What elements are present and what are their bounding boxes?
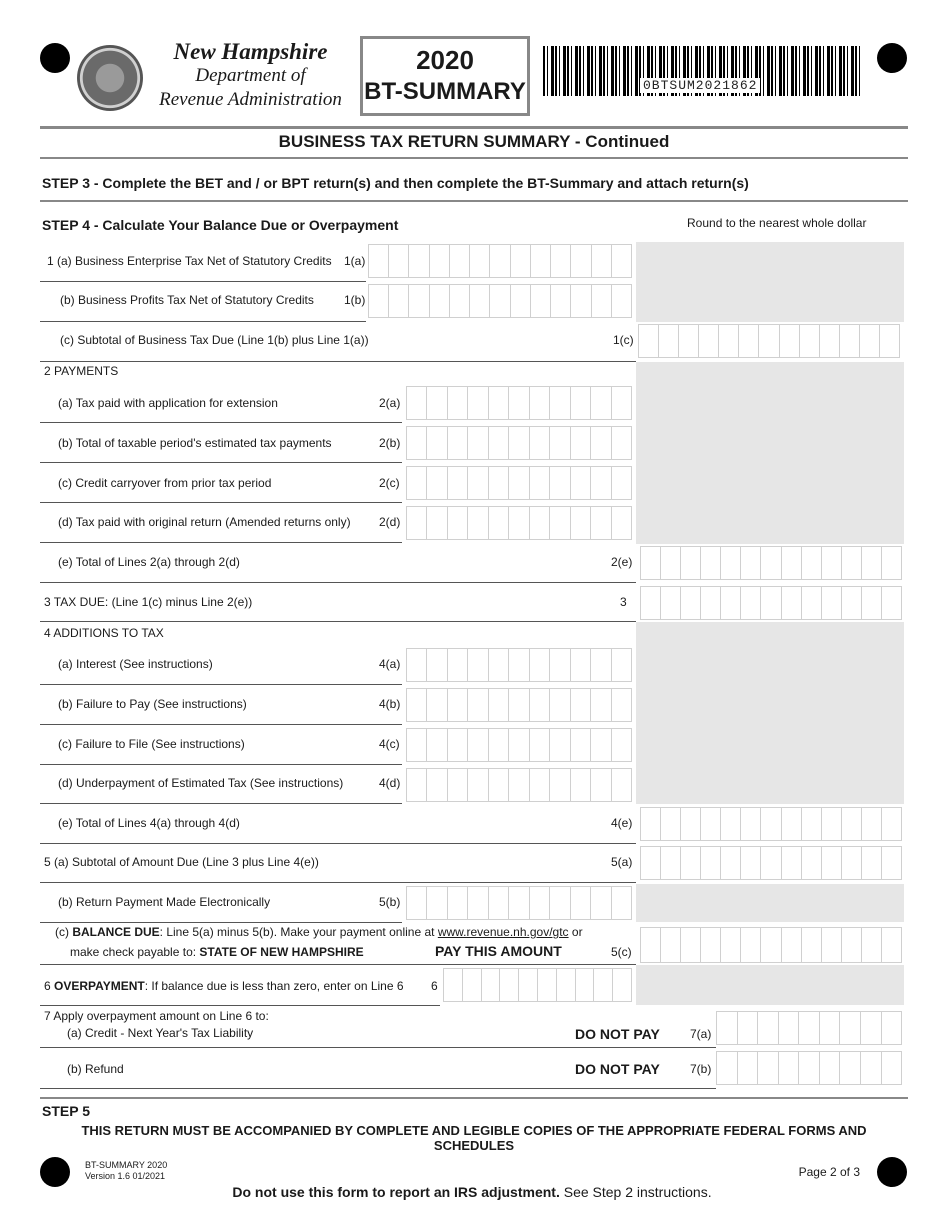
row-rule [40,582,636,583]
line-2a-code: 2(a) [379,396,401,410]
line-7a-code: 7(a) [690,1027,712,1041]
bottom-note-text: See Step 2 instructions. [559,1184,712,1200]
line-7b-code: 7(b) [690,1062,712,1076]
do-not-pay-label: DO NOT PAY [575,1026,660,1042]
shaded-area [636,242,904,322]
footer-form-name: BT-SUMMARY 2020 [85,1160,168,1170]
line-7-label: 7 Apply overpayment amount on Line 6 to: [44,1009,269,1023]
line-4e-input[interactable] [640,807,902,841]
line-7a-label: (a) Credit - Next Year's Tax Liability [67,1026,254,1040]
line-1c-code: 1(c) [613,333,634,347]
line-7b-input[interactable] [716,1051,902,1085]
line-4c-input[interactable] [406,728,632,762]
line-2a-label: (a) Tax paid with application for extension [58,396,278,410]
row-rule [40,922,402,923]
line-2d-code: 2(d) [379,515,401,529]
state-name: New Hampshire [173,39,328,64]
row-rule [40,361,636,362]
row-rule [40,462,402,463]
line-1a-input[interactable] [368,244,632,278]
line-2a-input[interactable] [406,386,632,420]
line-1c-input[interactable] [638,324,900,358]
row-rule [40,882,636,883]
line-5c-code: 5(c) [611,945,632,959]
line-4b-code: 4(b) [379,697,401,711]
line-5c-prefix: (c) [55,925,73,939]
step4-heading: STEP 4 - Calculate Your Balance Due or Overpayment [42,217,399,233]
shaded-area [636,622,904,804]
line-6-text: : If balance due is less than zero, enter on Line 6 [144,979,404,993]
row-rule [40,321,366,322]
line-2b-label: (b) Total of taxable period's estimated tax payments [58,436,332,450]
line-6-bold: OVERPAYMENT [54,979,145,993]
line-3-label: 3 TAX DUE: (Line 1(c) minus Line 2(e)) [44,595,253,609]
line-2d-input[interactable] [406,506,632,540]
line-1a-label: 1 (a) Business Enterprise Tax Net of Statutory Credits [47,254,332,268]
line-2-label: 2 PAYMENTS [44,364,119,378]
line-6-prefix: 6 [44,979,55,993]
bottom-note [0,1184,944,1200]
line-4d-code: 4(d) [379,776,401,790]
line-1c-label: (c) Subtotal of Business Tax Due (Line 1(b) plus Line 1(a)) [60,333,369,347]
dept-line: Revenue Administration [159,89,342,110]
dept-line: Department of [195,65,306,86]
row-rule [40,684,402,685]
barcode-text: 0BTSUM2021862 [640,78,760,93]
step5-heading: STEP 5 [42,1103,90,1119]
agency-name [148,40,353,112]
line-1a-code: 1(a) [344,254,366,268]
line-2d-label: (d) Tax paid with original return (Amended returns only) [58,515,351,529]
line-5a-label: 5 (a) Subtotal of Amount Due (Line 3 plus Line 4(e)) [44,855,319,869]
line-7a-input[interactable] [716,1011,902,1045]
state-seal [77,45,143,111]
line-2e-label: (e) Total of Lines 2(a) through 2(d) [58,555,240,569]
line-4d-label: (d) Underpayment of Estimated Tax (See instructions) [58,776,344,790]
row-rule [40,1088,716,1089]
registration-mark [40,43,70,73]
line-3-input[interactable] [640,586,902,620]
divider [40,1097,908,1099]
line-5c-suffix: or [568,925,583,939]
line-2c-label: (c) Credit carryover from prior tax period [58,476,272,490]
do-not-pay-label: DO NOT PAY [575,1061,660,1077]
line-2c-code: 2(c) [379,476,400,490]
line-2e-code: 2(e) [611,555,633,569]
page-number: Page 2 of 3 [798,1165,860,1179]
line-2c-input[interactable] [406,466,632,500]
pay-this-amount: PAY THIS AMOUNT [435,943,562,959]
line-6-input[interactable] [443,968,632,1002]
row-rule [40,843,636,844]
line-5b-code: 5(b) [379,895,401,909]
line-5c-payable-prefix: make check payable to: [70,945,200,959]
line-4e-label: (e) Total of Lines 4(a) through 4(d) [58,816,240,830]
line-2b-input[interactable] [406,426,632,460]
bottom-note-bold: Do not use this form to report an IRS adjustment. [232,1184,560,1200]
step3-heading: STEP 3 - Complete the BET and / or BPT return(s) and then complete the BT-Summary and attach return(s) [42,175,749,191]
line-2e-input[interactable] [640,546,902,580]
round-note: Round to the nearest whole dollar [687,216,867,230]
form-id-box [360,36,530,116]
line-4e-code: 4(e) [611,816,633,830]
line-3-code: 3 [620,595,627,609]
row-rule [40,422,402,423]
payee-name: STATE OF NEW HAMPSHIRE [199,945,364,959]
line-4a-code: 4(a) [379,657,401,671]
payment-link[interactable]: www.revenue.nh.gov/gtc [437,925,569,939]
line-5b-label: (b) Return Payment Made Electronically [58,895,271,909]
line-1b-input[interactable] [368,284,632,318]
shaded-area [636,362,904,544]
row-rule [40,803,402,804]
line-1b-label: (b) Business Profits Tax Net of Statutory Credits [60,293,314,307]
footer-version: Version 1.6 01/2021 [85,1171,166,1181]
divider [40,157,908,159]
registration-mark [877,1157,907,1187]
line-6-code: 6 [431,979,438,993]
registration-mark [877,43,907,73]
row-rule [40,542,402,543]
divider [40,200,908,202]
row-rule [40,764,402,765]
registration-mark [40,1157,70,1187]
line-2b-code: 2(b) [379,436,401,450]
line-5a-code: 5(a) [611,855,633,869]
line-4a-label: (a) Interest (See instructions) [58,657,213,671]
footer-form-id [85,1160,167,1182]
line-5a-input[interactable] [640,846,902,880]
line-7b-label: (b) Refund [67,1062,124,1076]
row-rule [40,502,402,503]
line-4c-label: (c) Failure to File (See instructions) [58,737,245,751]
line-5c-text: : Line 5(a) minus 5(b). Make your payment online at [159,925,438,939]
row-rule [40,621,636,622]
shaded-area [636,965,904,1005]
line-5b-input[interactable] [406,886,632,920]
line-6-label [44,979,404,993]
form-year: 2020 [416,45,474,75]
row-rule [40,964,636,965]
line-4b-label: (b) Failure to Pay (See instructions) [58,697,247,711]
line-4-label: 4 ADDITIONS TO TAX [44,626,164,640]
line-4c-code: 4(c) [379,737,400,751]
line-5c-label [55,925,583,939]
line-1b-code: 1(b) [344,293,366,307]
divider [40,126,908,129]
line-5c-payable [70,945,364,959]
line-4b-input[interactable] [406,688,632,722]
line-4d-input[interactable] [406,768,632,802]
page-title: BUSINESS TAX RETURN SUMMARY - Continued [278,132,670,151]
row-rule [40,281,366,282]
line-5c-bold: BALANCE DUE [72,925,160,939]
row-rule [40,1005,440,1006]
shaded-area [636,884,904,922]
line-4a-input[interactable] [406,648,632,682]
row-rule [40,724,402,725]
step5-note: THIS RETURN MUST BE ACCOMPANIED BY COMPLETE AND LEGIBLE COPIES OF THE APPROPRIATE FEDERAL FORMS AND SCHEDULES [81,1123,867,1153]
row-rule [40,1047,716,1048]
form-name: BT-SUMMARY [364,78,526,105]
line-5c-input[interactable] [640,927,902,963]
